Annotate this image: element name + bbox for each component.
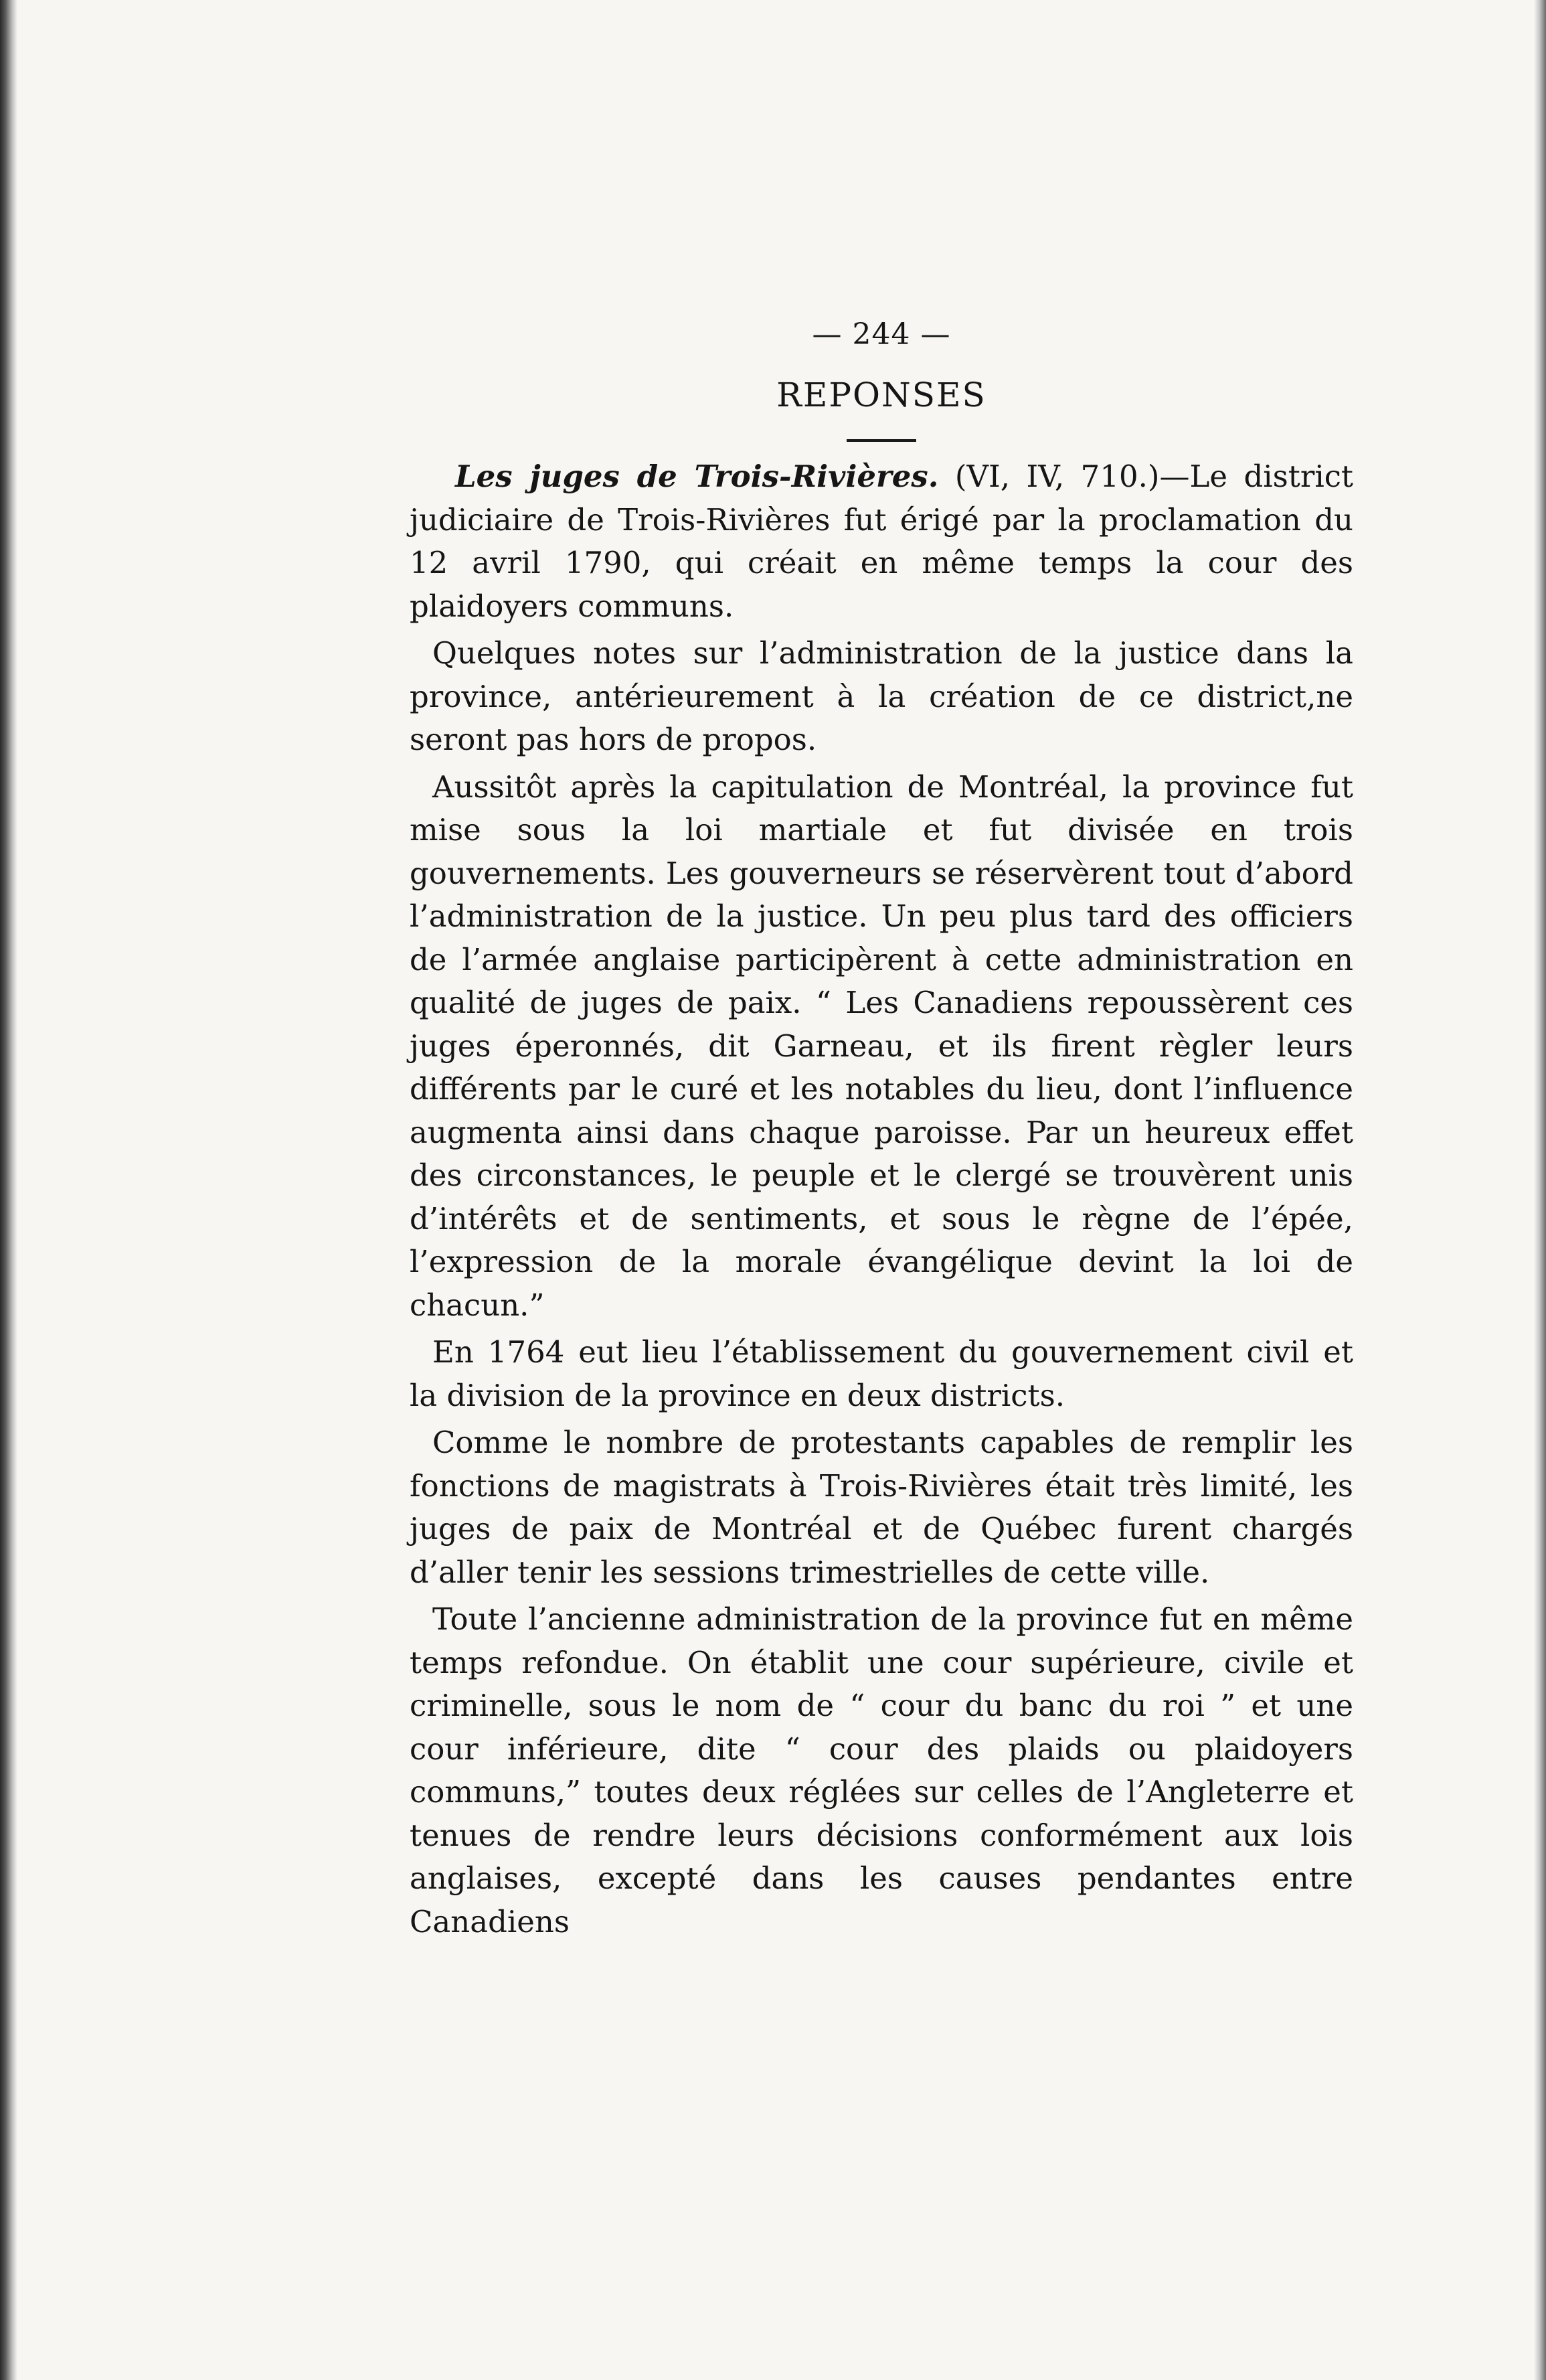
article-heading: Les juges de Trois-Rivières. — [455, 459, 939, 494]
section-title: REPONSES — [776, 376, 986, 414]
article-reference: (VI, IV, 710.)— — [938, 459, 1190, 494]
page-number: — 244 — — [812, 317, 951, 351]
scan-shadow-left — [0, 0, 17, 2380]
paragraph-1 — [410, 455, 1353, 628]
scan-shadow-right — [1534, 0, 1546, 2380]
book-page — [410, 315, 1353, 1948]
title-rule — [847, 439, 916, 442]
paragraph-1-text: Le district judiciaire de Trois-Rivières fut érigé par la proclamation du 12 avril 1790, qui créait en même temps la cour des plaidoyers communs. — [410, 459, 1354, 624]
paragraph-5: Comme le nombre de protestants capables de remplir les fonctions de magistrats à Trois-Rivières était très limité, les juges de paix de Montréal et de Québec furent chargés d’aller tenir les sessions trimestrielles de cette ville. — [410, 1425, 1353, 1590]
paragraph-3: Aussitôt après la capitulation de Montréal, la province fut mise sous la loi martiale et fut divisée en trois gouvernements. Les gouverneurs se réservèrent tout d’abord l’administration de la justice. Un peu plus tard des officiers de l’armée anglaise participèrent à cette administration en qualité de juges de paix. “ Les Canadiens repoussèrent ces juges éperonnés, dit Garneau, et ils firent règler leurs différents par le curé et les notables du lieu, dont l’influence augmenta ainsi dans chaque paroisse. Par un heureux effet des circonstances, le peuple et le clergé se trouvèrent unis d’intérêts et de sentiments, et sous le règne de l’épée, l’expression de la morale évangélique devint la loi de chacun.” — [410, 769, 1353, 1323]
article — [410, 455, 1353, 1943]
paragraph-2: Quelques notes sur l’administration de la justice dans la province, antérieurement à la création de ce district,ne seront pas hors de propos. — [410, 635, 1353, 757]
paragraph-6: Toute l’ancienne administration de la province fut en même temps refondue. On établit une cour supérieure, civile et criminelle, sous le nom de “ cour du banc du roi ” et une cour inférieure, dite “ cour des plaids ou plaidoyers communs,” toutes deux réglées sur celles de l’Angleterre et tenues de rendre leurs décisions conformément aux lois anglaises, excepté dans les causes pendantes entre Canadiens — [410, 1601, 1353, 1939]
paragraph-4: En 1764 eut lieu l’établissement du gouvernement civil et la division de la province en deux districts. — [410, 1334, 1353, 1413]
